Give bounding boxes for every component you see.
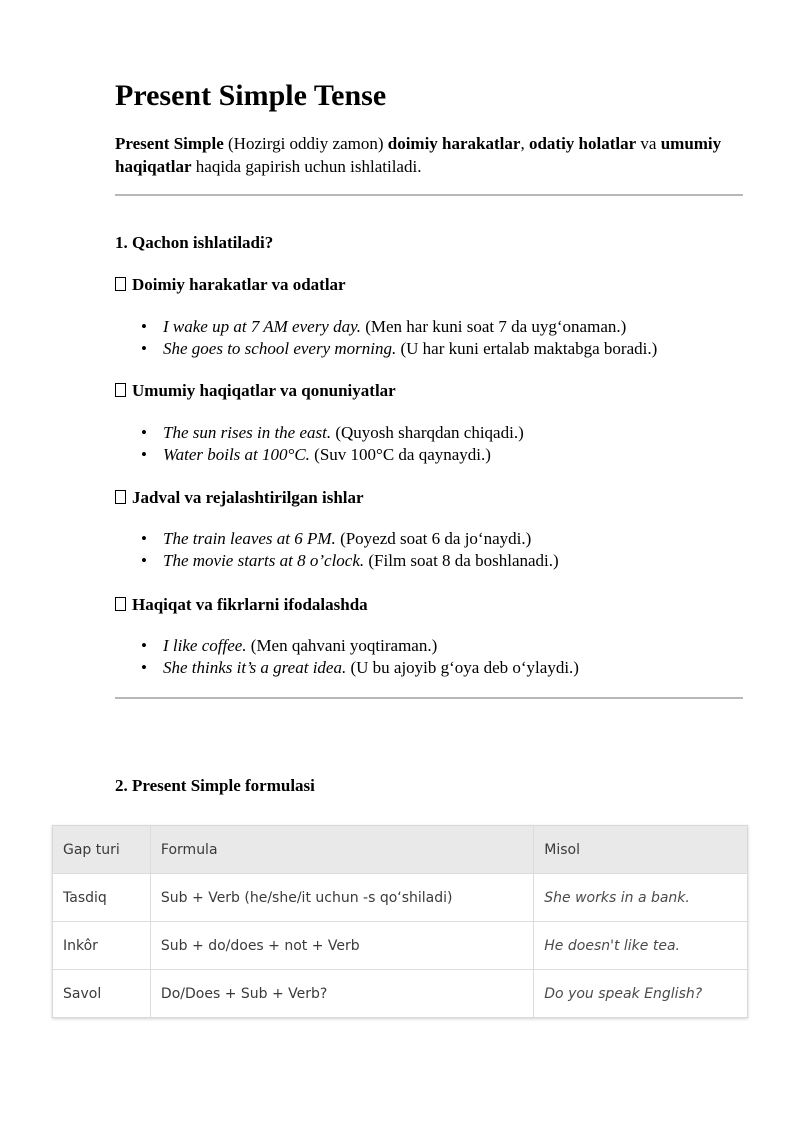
missing-glyph-icon [115, 383, 126, 397]
list-item [135, 657, 579, 679]
table-row [53, 874, 748, 922]
section-2-heading: 2. Present Simple formulasi [115, 776, 315, 795]
intro-bold-4: umumiy haqiqatlar [115, 134, 722, 176]
example-english: The train leaves at 6 PM. [163, 529, 336, 548]
sentence-type-cell: Inkôr [53, 922, 151, 970]
intro-text-3: va [636, 134, 661, 153]
example-english: I like coffee. [163, 636, 247, 655]
intro-bold-3: odatiy holatlar [528, 134, 637, 153]
intro-bold-1: Present Simple [115, 134, 224, 153]
column-header: Gap turi [53, 826, 151, 874]
example-translation: (U har kuni ertalab maktabga boradi.) [396, 339, 658, 358]
list-item [135, 528, 559, 550]
group-heading-text: Haqiqat va fikrlarni ifodalashda [132, 595, 368, 614]
formula-cell: Do/Does + Sub + Verb? [150, 970, 533, 1018]
example-translation: (U bu ajoyib g‘oya deb o‘ylaydi.) [346, 658, 579, 677]
column-header: Misol [534, 826, 748, 874]
intro-bold-2: doimiy harakatlar [387, 134, 521, 153]
example-translation: (Poyezd soat 6 da jo‘naydi.) [335, 529, 532, 548]
missing-glyph-icon [115, 277, 126, 291]
example-list [135, 316, 657, 360]
example-english: Water boils at 100°C. [163, 445, 310, 464]
group-heading [115, 380, 396, 402]
example-english: She thinks it’s a great idea. [163, 658, 347, 677]
missing-glyph-icon [115, 597, 126, 611]
list-item [135, 444, 524, 466]
sentence-type-cell: Savol [53, 970, 151, 1018]
section-1-heading: 1. Qachon ishlatiladi? [115, 233, 274, 252]
example-cell: He doesn't like tea. [534, 922, 748, 970]
group-heading [115, 594, 368, 616]
missing-glyph-icon [115, 490, 126, 504]
intro-text-1: (Hozirgi oddiy zamon) [223, 134, 388, 153]
list-item [135, 316, 657, 338]
page-title: Present Simple Tense [115, 79, 387, 112]
intro-text-4: haqida gapirish uchun ishlatiladi. [191, 157, 422, 176]
example-translation: (Film soat 8 da boshlanadi.) [364, 551, 559, 570]
intro-paragraph [115, 132, 745, 178]
intro-text-2: , [520, 134, 529, 153]
example-english: The sun rises in the east. [163, 423, 332, 442]
divider [115, 697, 743, 699]
group-heading-text: Jadval va rejalashtirilgan ishlar [132, 488, 364, 507]
example-english: The movie starts at 8 o’clock. [163, 551, 365, 570]
example-translation: (Men har kuni soat 7 da uyg‘onaman.) [360, 317, 627, 336]
example-list [135, 528, 559, 572]
example-translation: (Quyosh sharqdan chiqadi.) [331, 423, 524, 442]
group-heading-text: Doimiy harakatlar va odatlar [132, 275, 346, 294]
formula-cell: Sub + do/does + not + Verb [150, 922, 533, 970]
formula-cell: Sub + Verb (he/she/it uchun -s qo‘shiladi) [150, 874, 533, 922]
group-heading [115, 487, 364, 509]
example-cell: She works in a bank. [534, 874, 748, 922]
list-item [135, 635, 579, 657]
sentence-type-cell: Tasdiq [53, 874, 151, 922]
example-list [135, 635, 579, 679]
table-header-row [53, 826, 748, 874]
list-item [135, 338, 657, 360]
example-english: She goes to school every morning. [163, 339, 397, 358]
example-translation: (Men qahvani yoqtiraman.) [246, 636, 438, 655]
list-item [135, 422, 524, 444]
divider [115, 194, 743, 196]
group-heading-text: Umumiy haqiqatlar va qonuniyatlar [132, 381, 396, 400]
example-cell: Do you speak English? [544, 985, 703, 1002]
group-heading [115, 274, 346, 296]
formula-table [52, 825, 748, 1018]
column-header: Formula [150, 826, 533, 874]
example-translation: (Suv 100°C da qaynaydi.) [309, 445, 491, 464]
table-row [53, 970, 748, 1018]
list-item [135, 550, 559, 572]
example-english: I wake up at 7 AM every day. [163, 317, 361, 336]
table-row [53, 922, 748, 970]
example-list [135, 422, 524, 466]
